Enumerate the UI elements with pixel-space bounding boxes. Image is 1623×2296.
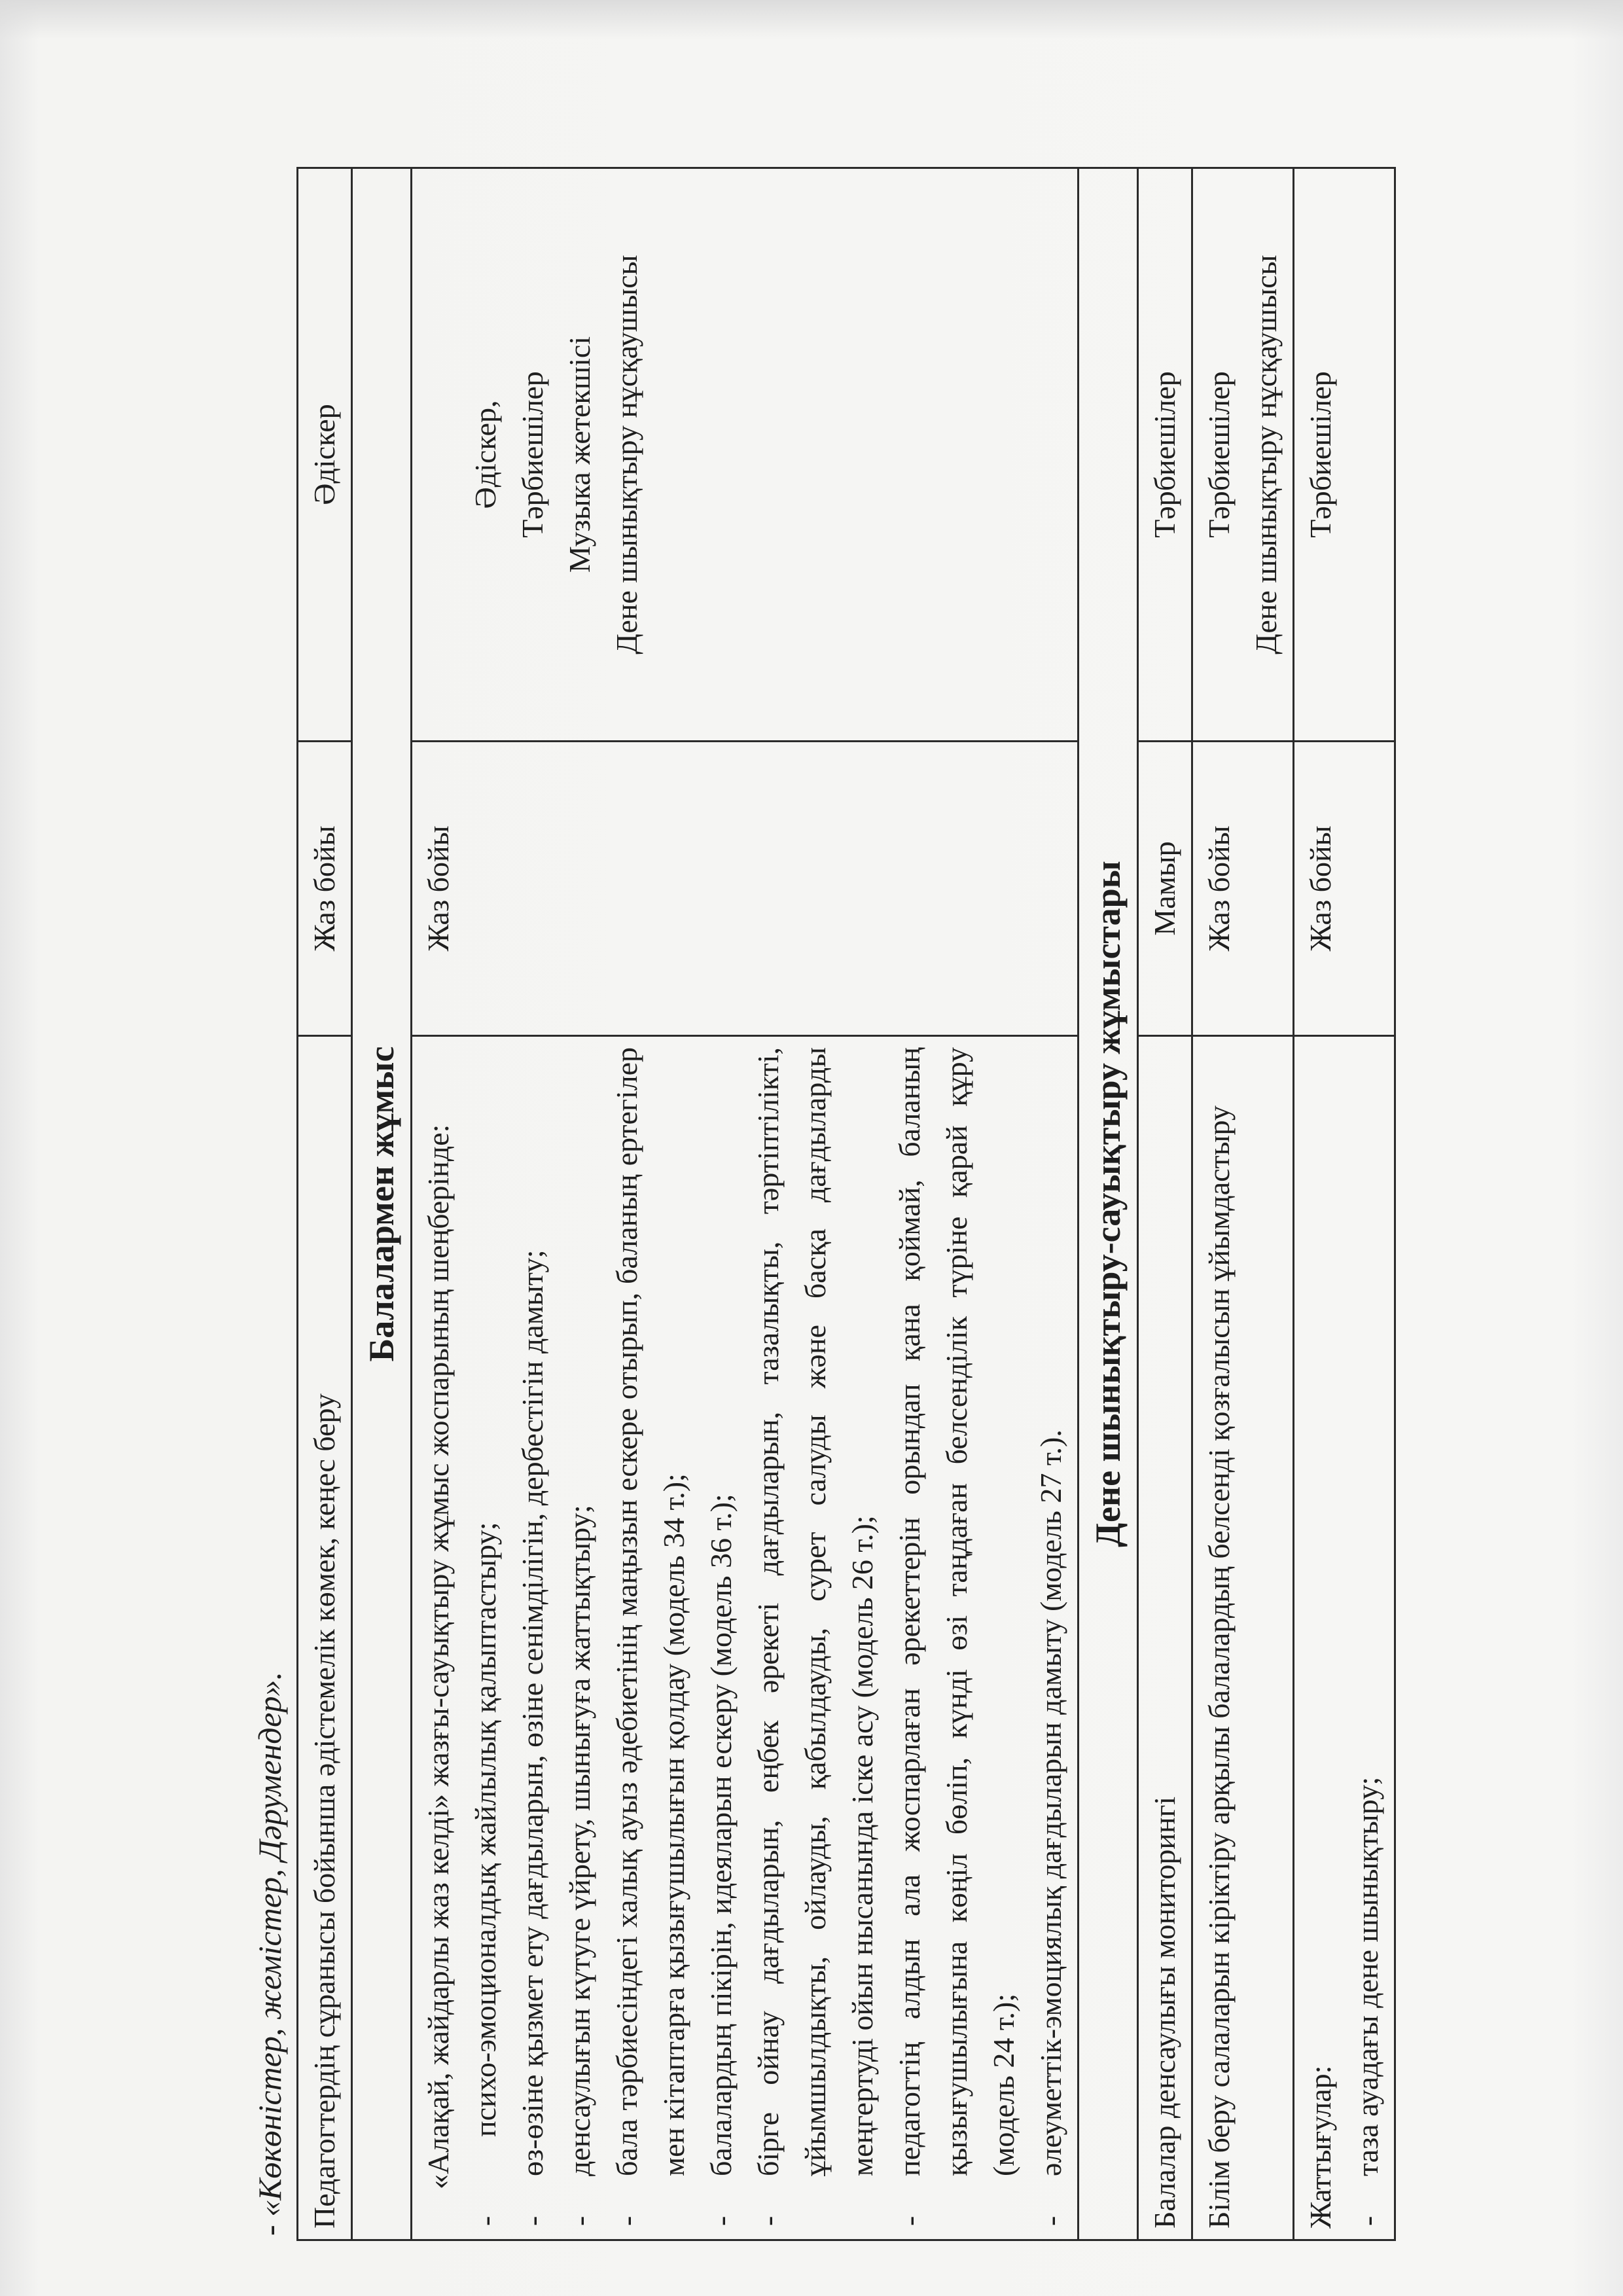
exercises-activity-cell	[1294, 1036, 1395, 2240]
children-section-title: Балалармен жұмыс	[352, 168, 412, 2240]
table-row	[412, 168, 1079, 2240]
summer-plan-list	[462, 1047, 1075, 2229]
list-item: - таза ауадағы дене шынықтыру;	[1344, 1047, 1391, 2229]
continued-topic-line: - «Көкөністер, жемістер, Дәрумендер».	[251, 1672, 288, 2236]
paper-top-edge	[0, 0, 1623, 39]
summer-plan-intro: «Алақай, жайдарлы жаз келді» жазғы-сауықтыру жұмыс жоспарының шеңберінде:	[421, 1124, 455, 2189]
exercises-responsible-cell: Тәрбиешілер	[1294, 168, 1395, 742]
consult-activity-cell: Педагогтердің сұранысы бойынша әдістемелік көмек, кеңес беру	[298, 1036, 352, 2240]
monitoring-time-cell: Мамыр	[1138, 742, 1192, 1036]
pe-section-title: Дене шынықтыру-сауықтыру жұмыстары	[1079, 168, 1138, 2240]
responsible-line: Тәрбиешілер	[516, 371, 549, 538]
list-item: - денсаулығын күтуге үйрету, шынығуға жаттықтыру;	[556, 1047, 603, 2229]
integration-responsible-cell	[1192, 168, 1294, 742]
list-item: - бала тәрбиесіндегі халық ауыз әдебиетінің маңызын ескере отырып, баланың ертегілер мен кітаптарға қызығушылығын қолдау (модель 34 т.);	[603, 1047, 698, 2229]
rotated-page-content	[243, 169, 1486, 2241]
list-item: - бірге ойнау дағдыларын, еңбек әрекеті дағдыларын, тазалықты, тәртіптілікті, ұйымшылдықты, ойлауды, қабылдауды, сурет салуды және басқа дағдыларды меңгертуді ойын нысанында іске асу (модель 26 т.);	[745, 1047, 886, 2229]
list-item: - өз-өзіне қызмет ету дағдыларын, өзіне сенімділігін, дербестігін дамыту;	[509, 1047, 556, 2229]
list-item: - әлеуметтік-эмоциялық дағдыларын дамыту (модель 27 т.).	[1027, 1047, 1075, 2229]
responsible-line: Дене шынықтыру нұсқаушысы	[1249, 255, 1283, 655]
monitoring-activity-cell: Балалар денсаулығы мониторингі	[1138, 1036, 1192, 2240]
responsible-line: Музыка жетекшісі	[563, 336, 596, 573]
summer-plan-activity-cell	[412, 1036, 1079, 2240]
summer-plan-responsible-cell	[412, 168, 1079, 742]
table-row	[1294, 168, 1395, 2240]
exercises-heading: Жаттығулар:	[1304, 2065, 1337, 2229]
table-row	[1192, 168, 1294, 2240]
responsible-line: Дене шынықтыру нұсқаушысы	[610, 255, 643, 655]
list-item: - педагогтің алдын ала жоспарлаған әрекеттерін орындап қана қоймай, баланың қызығушылығына көңіл бөліп, күнді өзі таңдаған белсенділік түріне қарай құру (модель 24 т.);	[886, 1047, 1027, 2229]
responsible-line: Әдіскер,	[469, 400, 502, 509]
consult-time-cell: Жаз бойы	[298, 742, 352, 1036]
list-item: - балалардың пікірін, идеяларын ескеру (модель 36 т.);	[698, 1047, 745, 2229]
monitoring-responsible-cell: Тәрбиешілер	[1138, 168, 1192, 742]
section-row	[352, 168, 412, 2240]
integration-activity-cell: Білім беру салаларын кіріктіру арқылы балалардың белсенді қозғалысын ұйымдастыру	[1192, 1036, 1294, 2240]
exercises-time-cell: Жаз бойы	[1294, 742, 1395, 1036]
exercises-list	[1344, 1047, 1391, 2229]
integration-time-cell: Жаз бойы	[1192, 742, 1294, 1036]
table-row	[298, 168, 352, 2240]
consult-responsible-cell: Әдіскер	[298, 168, 352, 742]
plan-table	[296, 167, 1396, 2241]
responsible-line: Тәрбиешілер	[1202, 371, 1236, 538]
table-row	[1138, 168, 1192, 2240]
list-item: - психо-эмоционалдық жайлылық қалыптастыру;	[462, 1047, 509, 2229]
summer-plan-time-cell: Жаз бойы	[412, 742, 1079, 1036]
spacer	[415, 179, 462, 730]
section-row	[1079, 168, 1138, 2240]
